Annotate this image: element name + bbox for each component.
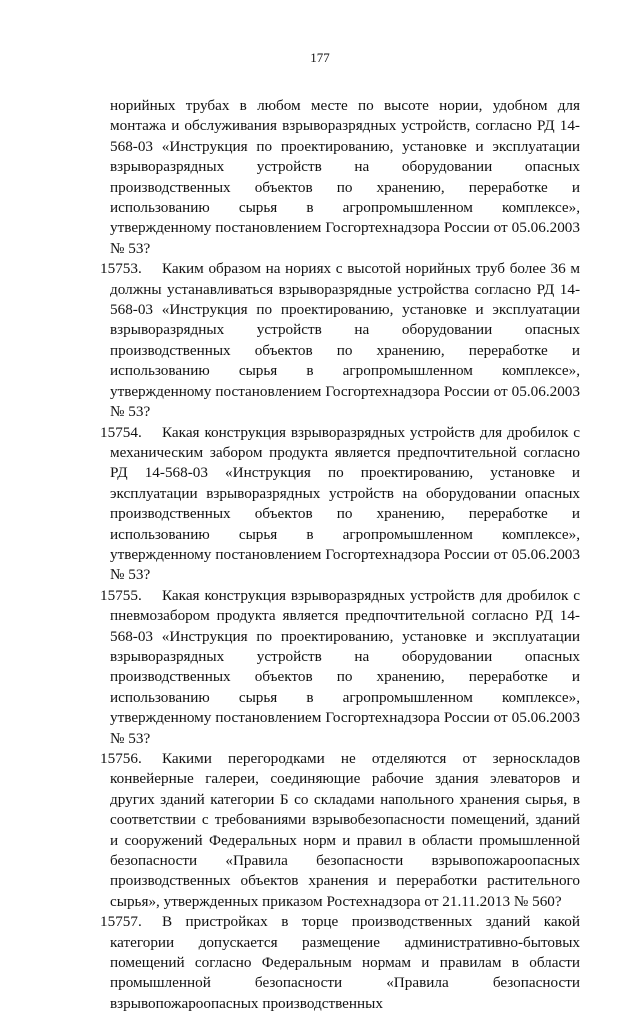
question-number: 15753. — [100, 260, 142, 278]
question-number: 15757. — [100, 913, 142, 931]
question-number: 15755. — [100, 586, 142, 604]
question-number: 15754. — [100, 423, 142, 441]
question-item — [100, 259, 580, 422]
question-item — [100, 749, 580, 912]
question-text: Какими перегородками не отделяются от зерноскладов конвейерные галереи, соединяющие рабочие здания элеваторов и других зданий категории Б со складами напольного хранения сырья, в соответствии с требованиями взрывобезопасности помещений, зданий и сооружений Федеральных норм и правил в области промышленной безопасности «Правила безопасности взрывопожароопасных производственных объектов хранения и переработки растительного сырья», утвержденных приказом Ростехнадзора от 21.11.2013 № 560? — [110, 750, 580, 910]
page-number: 177 — [310, 50, 330, 65]
question-text: Какая конструкция взрыворазрядных устройств для дробилок с механическим забором продукта является предпочтительной согласно РД 14-568-03 «Инструкция по проектированию, установке и эксплуатации взрыворазрядных устройств на оборудовании опасных производственных объектов по хранению, переработке и использованию сырья в агропромышленном комплексе», утвержденному постановлением Госгортехнадзора России от 05.06.2003 № 53? — [110, 423, 580, 584]
question-item — [100, 586, 580, 749]
question-text: Какая конструкция взрыворазрядных устройств для дробилок с пневмозабором продукта является предпочтительной согласно РД 14-568-03 «Инструкция по проектированию, установке и эксплуатации взрыворазрядных устройств на оборудовании опасных производственных объектов по хранению, переработке и использованию сырья в агропромышленном комплексе», утвержденному постановлением Госгортехнадзора России от 05.06.2003 № 53? — [110, 586, 580, 747]
question-text: В пристройках в торце производственных зданий какой категории допускается размещение административно-бытовых помещений согласно Федеральным нормам и правилам в области промышленной безопасности «Правила безопасности взрывопожароопасных производственных — [110, 913, 580, 1012]
document-body — [100, 96, 580, 1014]
question-number: 15756. — [100, 750, 142, 767]
question-text: Каким образом на нориях с высотой норийных труб более 36 м должны устанавливаться взрыворазрядные устройства согласно РД 14-568-03 «Инструкция по проектированию, установке и эксплуатации взрыворазрядных устройств на оборудовании опасных производственных объектов по хранению, переработке и использованию сырья в агропромышленном комплексе», утвержденному постановлением Госгортехнадзора России от 05.06.2003 № 53? — [110, 260, 580, 421]
question-item — [100, 423, 580, 586]
question-item — [100, 912, 580, 1014]
question-continuation: норийных трубах в любом месте по высоте нории, удобном для монтажа и обслуживания взрыворазрядных устройств, согласно РД 14-568-03 «Инструкция по проектированию, установке и эксплуатации взрыворазрядных устройств на оборудовании опасных производственных объектов по хранению, переработке и использованию сырья в агропромышленном комплексе», утвержденному постановлением Госгортехнадзора России от 05.06.2003 № 53? — [110, 97, 580, 257]
